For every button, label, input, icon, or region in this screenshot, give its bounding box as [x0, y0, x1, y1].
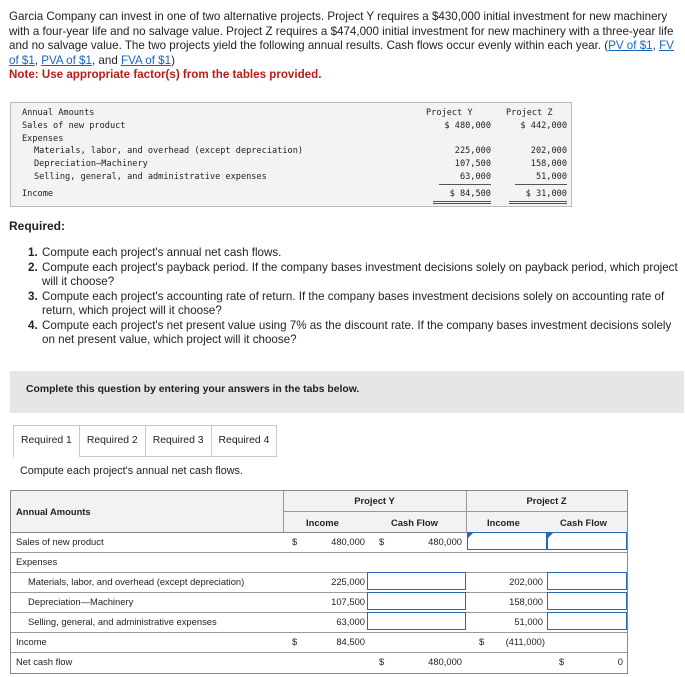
given-double-underline: [509, 201, 567, 202]
banner-text: Complete this question by entering your answers in the tabs below.: [26, 384, 360, 395]
given-value: 63,000: [459, 172, 491, 182]
given-double-underline: [433, 201, 491, 202]
given-underline: [515, 184, 567, 185]
given-row-label: Selling, general, and administrative expenses: [34, 172, 267, 182]
given-row-label: Materials, labor, and overhead (except depreciation): [34, 146, 304, 156]
row-label-depreciation: Depreciation—Machinery: [28, 596, 134, 607]
row-label-sales: Sales of new product: [16, 536, 104, 547]
header-annual-amounts: Annual Amounts: [16, 506, 91, 517]
z-cash-selling-input[interactable]: [547, 612, 627, 630]
required-item: 2. Compute each project's payback period. If the company bases investment decisions solely on payback period, which project will it choose?: [28, 261, 678, 288]
header-project-z: Project Z: [526, 495, 567, 506]
instructions-banner: [10, 371, 684, 413]
currency-sign: $: [292, 536, 298, 547]
z-income-income: (411,000): [505, 636, 545, 647]
required-item: 3. Compute each project's accounting rate of return. If the company bases investment decisions solely on accounting rate of return, which project will it choose?: [28, 290, 665, 317]
y-cash-materials-input[interactable]: [367, 572, 466, 590]
given-underline: [439, 184, 491, 185]
tab-required-2[interactable]: Required 2: [80, 426, 146, 456]
given-row-label: Expenses: [22, 134, 64, 144]
given-header-label: Annual Amounts: [22, 108, 95, 118]
required-list: [28, 246, 680, 348]
z-cash-sales-input[interactable]: [547, 532, 627, 550]
y-cash-sales: 480,000: [428, 536, 462, 547]
header-z-cash-flow: Cash Flow: [560, 517, 607, 528]
z-income-depreciation: 158,000: [509, 596, 543, 607]
header-y-cash-flow: Cash Flow: [391, 517, 438, 528]
currency-sign: $: [479, 636, 485, 647]
given-value: 51,000: [535, 172, 567, 182]
z-cash-depreciation-input[interactable]: [547, 592, 627, 610]
intro-text: Garcia Company can invest in one of two alternative projects. Project Y requires a $430,000 initial investment for new machinery with a four-year life and no salvage value. Project Z requires a $474,000 initial investment for new machinery with a three-year life and no salvage value. The two projects yield the following annual results. Cash flows occur evenly within each year. (: [9, 10, 674, 53]
tab-instruction: Compute each project's annual net cash flows.: [20, 465, 243, 477]
tab-required-4[interactable]: Required 4: [212, 426, 277, 456]
header-project-y: Project Y: [354, 495, 395, 506]
row-label-net-cash-flow: Net cash flow: [16, 656, 73, 667]
link-pva[interactable]: PVA of $1: [41, 53, 92, 67]
y-income-income: 84,500: [336, 636, 365, 647]
required-item: 4. Compute each project's net present value using 7% as the discount rate. If the company bases investment decisions solely on net present value, which project will it choose?: [28, 319, 672, 346]
y-income-sales: 480,000: [331, 536, 365, 547]
required-title: Required:: [9, 219, 66, 233]
given-double-underline: [433, 203, 491, 204]
currency-sign: $: [379, 536, 385, 547]
currency-sign: $: [379, 656, 385, 667]
given-value: $ 442,000: [520, 121, 567, 131]
row-label-materials: Materials, labor, and overhead (except depreciation): [28, 576, 245, 587]
y-income-selling: 63,000: [336, 616, 365, 627]
link-pv[interactable]: PV of $1: [608, 39, 653, 53]
y-cash-depreciation-input[interactable]: [367, 592, 466, 610]
currency-sign: $: [292, 636, 298, 647]
z-income-selling: 51,000: [514, 616, 543, 627]
currency-sign: $: [559, 656, 565, 667]
note-text: Note: Use appropriate factor(s) from the tables provided.: [9, 68, 322, 82]
required-item: 1. Compute each project's annual net cash flows.: [28, 246, 282, 259]
given-col-z: Project Z: [506, 108, 553, 118]
y-income-depreciation: 107,500: [331, 596, 365, 607]
tab-bar: [13, 425, 277, 457]
given-value: $ 31,000: [525, 189, 567, 199]
given-row-label: Depreciation—Machinery: [34, 159, 148, 169]
answer-table: [10, 490, 628, 674]
given-double-underline: [509, 203, 567, 204]
given-data-table: [10, 102, 572, 207]
z-income-materials: 202,000: [509, 576, 543, 587]
row-label-expenses: Expenses: [16, 556, 58, 567]
given-value: 202,000: [530, 146, 567, 156]
tab-required-1[interactable]: Required 1: [14, 426, 80, 458]
given-value: $ 84,500: [449, 189, 491, 199]
given-value: 225,000: [454, 146, 491, 156]
tab-required-3[interactable]: Required 3: [146, 426, 212, 456]
given-row-label: Income: [22, 189, 54, 199]
row-label-selling: Selling, general, and administrative expenses: [28, 616, 217, 627]
given-value: 107,500: [454, 159, 491, 169]
z-income-sales-input[interactable]: [467, 532, 547, 550]
header-z-income: Income: [487, 517, 520, 528]
z-cash-materials-input[interactable]: [547, 572, 627, 590]
y-income-materials: 225,000: [331, 576, 365, 587]
link-fva[interactable]: FVA of $1: [121, 53, 172, 67]
header-y-income: Income: [306, 517, 339, 528]
given-value: $ 480,000: [444, 121, 491, 131]
row-label-income: Income: [16, 636, 47, 647]
given-value: 158,000: [530, 159, 567, 169]
given-col-y: Project Y: [426, 108, 473, 118]
y-net-cash-flow: 480,000: [428, 656, 462, 667]
z-net-cash-flow: 0: [617, 656, 623, 667]
link-fv[interactable]: FV of $1: [9, 39, 674, 67]
problem-statement: Garcia Company can invest in one of two alternative projects. Project Y requires a $430,000 initial investment for new machinery with a four-year life and no salvage value. Project Z requires a $474,000 initial investment for new machinery with a three-year life and no salvage value. The two projects yield the following annual results. Cash flows occur evenly within each year. (PV of $1, FV of $1, PVA of $1, and FVA of $1) Note: Use appropriate factor(s) from the tables provided.: [9, 10, 674, 82]
y-cash-selling-input[interactable]: [367, 612, 466, 630]
given-row-label: Sales of new product: [22, 121, 126, 131]
